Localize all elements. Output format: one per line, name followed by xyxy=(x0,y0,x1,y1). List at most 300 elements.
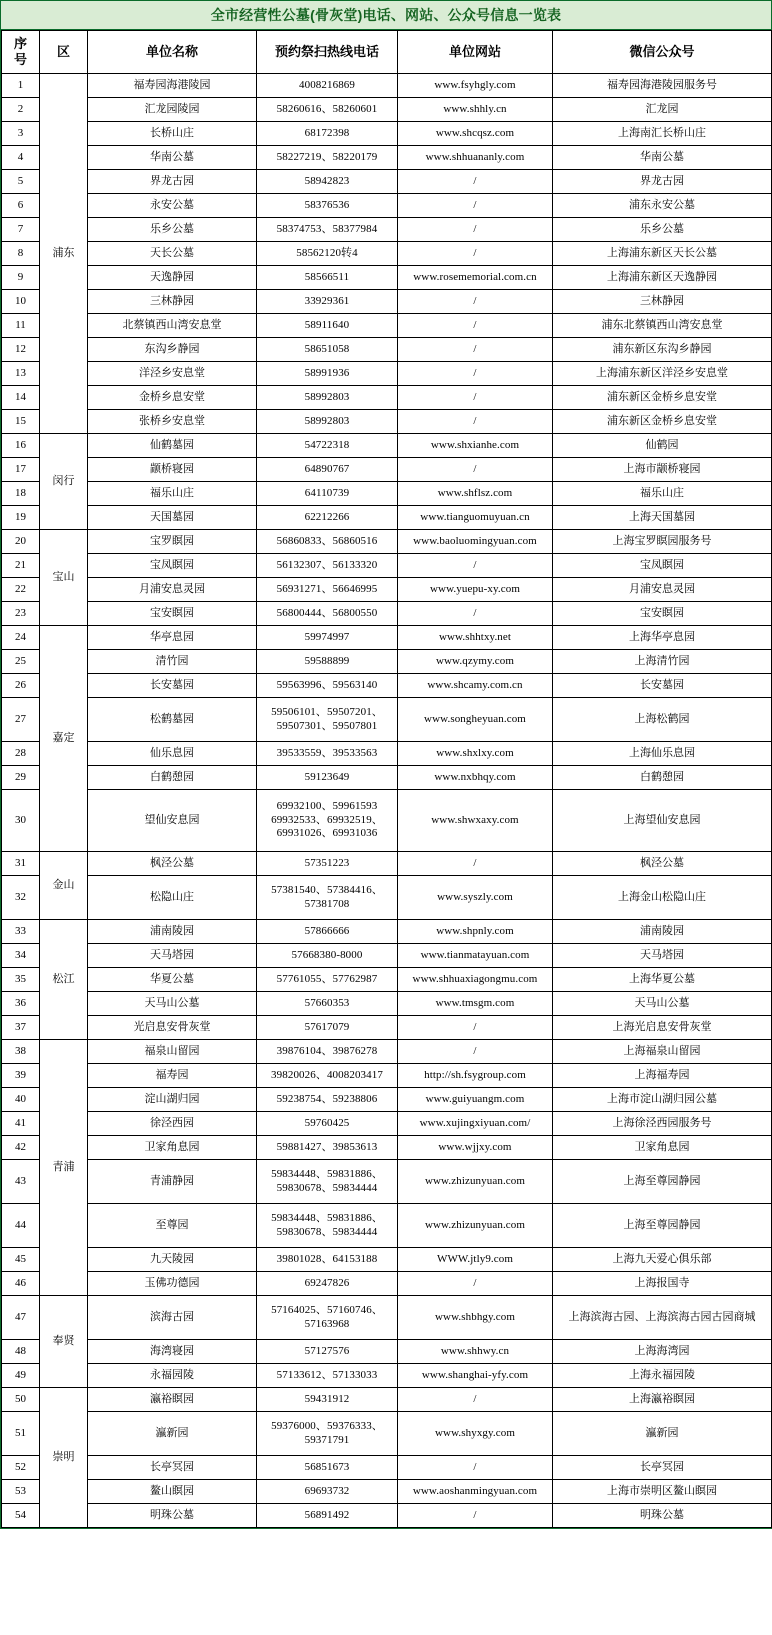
cell-unit-name: 滨海古园 xyxy=(88,1296,257,1340)
table-row xyxy=(2,674,772,698)
column-header-wechat: 微信公众号 xyxy=(553,31,772,74)
cell-unit-name: 天长公墓 xyxy=(88,242,257,266)
cell-wechat-account: 上海金山松隐山庄 xyxy=(553,876,772,920)
cell-unit-name: 徐泾西园 xyxy=(88,1112,257,1136)
cell-sequence-number: 19 xyxy=(2,506,40,530)
cell-website[interactable]: www.songheyuan.com xyxy=(398,698,553,742)
cell-unit-name: 宝罗瞑园 xyxy=(88,530,257,554)
cell-sequence-number: 9 xyxy=(2,266,40,290)
cell-website[interactable]: www.shwxaxy.com xyxy=(398,790,553,852)
cell-sequence-number: 32 xyxy=(2,876,40,920)
cell-wechat-account: 界龙古园 xyxy=(553,170,772,194)
cell-wechat-account: 浦东新区金桥乡息安堂 xyxy=(553,386,772,410)
cell-sequence-number: 51 xyxy=(2,1412,40,1456)
cell-district: 崇明 xyxy=(40,1388,88,1528)
cell-website[interactable]: www.nxbhqy.com xyxy=(398,766,553,790)
table-row xyxy=(2,458,772,482)
table-row xyxy=(2,386,772,410)
cell-wechat-account: 上海市崇明区鳌山瞑园 xyxy=(553,1480,772,1504)
cell-website[interactable]: www.shhuananly.com xyxy=(398,146,553,170)
cell-wechat-account: 长亭冥园 xyxy=(553,1456,772,1480)
cell-hotline-phone: 59506101、59507201、59507301、59507801 xyxy=(257,698,398,742)
cell-hotline-phone: 56891492 xyxy=(257,1504,398,1528)
cell-unit-name: 北蔡镇西山湾安息堂 xyxy=(88,314,257,338)
cell-unit-name: 汇龙园陵园 xyxy=(88,98,257,122)
cell-website[interactable]: / xyxy=(398,386,553,410)
cell-wechat-account: 上海市淀山湖归园公墓 xyxy=(553,1088,772,1112)
cell-hotline-phone: 56800444、56800550 xyxy=(257,602,398,626)
cell-website[interactable]: http://sh.fsygroup.com xyxy=(398,1064,553,1088)
cell-unit-name: 金桥乡息安堂 xyxy=(88,386,257,410)
cell-unit-name: 华夏公墓 xyxy=(88,968,257,992)
table-row xyxy=(2,1088,772,1112)
cell-wechat-account: 上海至尊园静园 xyxy=(553,1204,772,1248)
cell-hotline-phone: 69693732 xyxy=(257,1480,398,1504)
cell-wechat-account: 上海滨海古园、上海滨海古园古园商城 xyxy=(553,1296,772,1340)
cell-unit-name: 永福园陵 xyxy=(88,1364,257,1388)
cell-hotline-phone: 39820026、4008203417 xyxy=(257,1064,398,1088)
cell-hotline-phone: 62212266 xyxy=(257,506,398,530)
cell-unit-name: 青浦静园 xyxy=(88,1160,257,1204)
table-row xyxy=(2,1248,772,1272)
cell-sequence-number: 22 xyxy=(2,578,40,602)
cell-website[interactable]: / xyxy=(398,338,553,362)
cell-website[interactable]: www.baoluomingyuan.com xyxy=(398,530,553,554)
cell-unit-name: 三林静园 xyxy=(88,290,257,314)
cell-hotline-phone: 58942823 xyxy=(257,170,398,194)
cell-website[interactable]: www.shcqsz.com xyxy=(398,122,553,146)
cell-sequence-number: 39 xyxy=(2,1064,40,1088)
cell-website[interactable]: www.shhuaxiagongmu.com xyxy=(398,968,553,992)
table-row xyxy=(2,602,772,626)
cell-wechat-account: 明珠公墓 xyxy=(553,1504,772,1528)
table-row xyxy=(2,482,772,506)
cell-wechat-account: 浦东北蔡镇西山湾安息堂 xyxy=(553,314,772,338)
cell-unit-name: 界龙古园 xyxy=(88,170,257,194)
cell-website[interactable]: / xyxy=(398,290,553,314)
table-body xyxy=(2,74,772,1528)
cell-district: 奉贤 xyxy=(40,1296,88,1388)
table-row xyxy=(2,434,772,458)
cell-hotline-phone: 59563996、59563140 xyxy=(257,674,398,698)
cell-wechat-account: 上海华夏公墓 xyxy=(553,968,772,992)
cell-hotline-phone: 57164025、57160746、57163968 xyxy=(257,1296,398,1340)
cell-wechat-account: 上海浦东新区天逸静园 xyxy=(553,266,772,290)
cell-unit-name: 仙乐息园 xyxy=(88,742,257,766)
cell-unit-name: 白鹤憩园 xyxy=(88,766,257,790)
cell-sequence-number: 4 xyxy=(2,146,40,170)
cell-website[interactable]: www.fsyhgly.com xyxy=(398,74,553,98)
cell-sequence-number: 43 xyxy=(2,1160,40,1204)
cell-sequence-number: 45 xyxy=(2,1248,40,1272)
cell-sequence-number: 23 xyxy=(2,602,40,626)
cell-wechat-account: 上海望仙安息园 xyxy=(553,790,772,852)
cell-unit-name: 清竹园 xyxy=(88,650,257,674)
cell-hotline-phone: 59974997 xyxy=(257,626,398,650)
cell-website[interactable]: www.shhwy.cn xyxy=(398,1340,553,1364)
cell-website[interactable]: / xyxy=(398,1040,553,1064)
cell-unit-name: 永安公墓 xyxy=(88,194,257,218)
cell-sequence-number: 37 xyxy=(2,1016,40,1040)
cell-unit-name: 福泉山留园 xyxy=(88,1040,257,1064)
cell-hotline-phone: 57133612、57133033 xyxy=(257,1364,398,1388)
cell-sequence-number: 35 xyxy=(2,968,40,992)
cell-website[interactable]: www.tianmatayuan.com xyxy=(398,944,553,968)
table-row xyxy=(2,98,772,122)
table-row xyxy=(2,338,772,362)
cell-hotline-phone: 57351223 xyxy=(257,852,398,876)
cell-wechat-account: 浦南陵园 xyxy=(553,920,772,944)
cell-website[interactable]: www.yuepu-xy.com xyxy=(398,578,553,602)
cell-wechat-account: 汇龙园 xyxy=(553,98,772,122)
column-header-district: 区 xyxy=(40,31,88,74)
cell-sequence-number: 40 xyxy=(2,1088,40,1112)
table-row xyxy=(2,876,772,920)
cell-website[interactable]: www.shbhgy.com xyxy=(398,1296,553,1340)
cell-sequence-number: 31 xyxy=(2,852,40,876)
cell-wechat-account: 乐乡公墓 xyxy=(553,218,772,242)
cell-unit-name: 明珠公墓 xyxy=(88,1504,257,1528)
cell-sequence-number: 28 xyxy=(2,742,40,766)
cell-sequence-number: 2 xyxy=(2,98,40,122)
cell-hotline-phone: 57866666 xyxy=(257,920,398,944)
table-row xyxy=(2,146,772,170)
table-row xyxy=(2,1204,772,1248)
cell-wechat-account: 上海华亭息园 xyxy=(553,626,772,650)
cell-sequence-number: 1 xyxy=(2,74,40,98)
table-row xyxy=(2,410,772,434)
header-row xyxy=(2,31,772,74)
table-row xyxy=(2,554,772,578)
table-row xyxy=(2,242,772,266)
cell-website[interactable]: www.shcamy.com.cn xyxy=(398,674,553,698)
cell-hotline-phone: 57668380-8000 xyxy=(257,944,398,968)
cell-website[interactable]: www.xujingxiyuan.com/ xyxy=(398,1112,553,1136)
cell-unit-name: 至尊园 xyxy=(88,1204,257,1248)
cell-website[interactable]: www.shhly.cn xyxy=(398,98,553,122)
table-row xyxy=(2,170,772,194)
column-header-seq-line2: 号 xyxy=(13,52,27,67)
cell-hotline-phone: 68172398 xyxy=(257,122,398,146)
cell-hotline-phone: 57381540、57384416、57381708 xyxy=(257,876,398,920)
cemetery-info-table xyxy=(1,30,772,1528)
cell-website[interactable]: WWW.jtly9.com xyxy=(398,1248,553,1272)
cell-website[interactable]: / xyxy=(398,1016,553,1040)
cell-sequence-number: 10 xyxy=(2,290,40,314)
cell-website[interactable]: / xyxy=(398,242,553,266)
table-row xyxy=(2,290,772,314)
cell-hotline-phone: 59123649 xyxy=(257,766,398,790)
cell-hotline-phone: 59376000、59376333、59371791 xyxy=(257,1412,398,1456)
cell-sequence-number: 25 xyxy=(2,650,40,674)
table-row xyxy=(2,506,772,530)
cell-hotline-phone: 59431912 xyxy=(257,1388,398,1412)
table-row xyxy=(2,626,772,650)
cell-hotline-phone: 57127576 xyxy=(257,1340,398,1364)
table-header xyxy=(2,31,772,74)
cell-wechat-account: 宝凤瞑园 xyxy=(553,554,772,578)
table-row xyxy=(2,578,772,602)
cell-hotline-phone: 58992803 xyxy=(257,410,398,434)
cell-district: 松江 xyxy=(40,920,88,1040)
cell-sequence-number: 11 xyxy=(2,314,40,338)
table-row xyxy=(2,1112,772,1136)
cell-website[interactable]: / xyxy=(398,458,553,482)
table-row xyxy=(2,968,772,992)
cell-unit-name: 宝安瞑园 xyxy=(88,602,257,626)
cell-website[interactable]: www.shyxgy.com xyxy=(398,1412,553,1456)
cell-website[interactable]: / xyxy=(398,194,553,218)
cell-website[interactable]: / xyxy=(398,218,553,242)
table-row xyxy=(2,1456,772,1480)
table-row xyxy=(2,530,772,554)
cell-sequence-number: 34 xyxy=(2,944,40,968)
cell-wechat-account: 上海福泉山留园 xyxy=(553,1040,772,1064)
cell-hotline-phone: 56931271、56646995 xyxy=(257,578,398,602)
cell-wechat-account: 浦东新区金桥乡息安堂 xyxy=(553,410,772,434)
cell-wechat-account: 上海至尊园静园 xyxy=(553,1160,772,1204)
table-row xyxy=(2,1272,772,1296)
cell-wechat-account: 上海瀛裕瞑园 xyxy=(553,1388,772,1412)
cell-hotline-phone: 56860833、56860516 xyxy=(257,530,398,554)
cell-wechat-account: 天马山公墓 xyxy=(553,992,772,1016)
cell-wechat-account: 福寿园海港陵园服务号 xyxy=(553,74,772,98)
cell-sequence-number: 3 xyxy=(2,122,40,146)
table-row xyxy=(2,266,772,290)
cell-sequence-number: 12 xyxy=(2,338,40,362)
cell-district: 闵行 xyxy=(40,434,88,530)
cell-hotline-phone: 33929361 xyxy=(257,290,398,314)
cell-unit-name: 松鹤墓园 xyxy=(88,698,257,742)
table-row xyxy=(2,698,772,742)
cell-unit-name: 卫家角息园 xyxy=(88,1136,257,1160)
cell-website[interactable]: / xyxy=(398,602,553,626)
table-row xyxy=(2,1480,772,1504)
cell-website[interactable]: / xyxy=(398,1272,553,1296)
cell-district: 嘉定 xyxy=(40,626,88,852)
table-row xyxy=(2,74,772,98)
cell-wechat-account: 上海浦东新区天长公墓 xyxy=(553,242,772,266)
cell-sequence-number: 16 xyxy=(2,434,40,458)
cell-hotline-phone: 58911640 xyxy=(257,314,398,338)
cell-website[interactable]: / xyxy=(398,1388,553,1412)
cell-sequence-number: 29 xyxy=(2,766,40,790)
table-row xyxy=(2,852,772,876)
table-row xyxy=(2,1364,772,1388)
table-row xyxy=(2,1412,772,1456)
cell-sequence-number: 47 xyxy=(2,1296,40,1340)
table-row xyxy=(2,122,772,146)
cell-website[interactable]: www.rosememorial.com.cn xyxy=(398,266,553,290)
cell-website[interactable]: www.shflsz.com xyxy=(398,482,553,506)
cell-wechat-account: 浦东新区东沟乡静园 xyxy=(553,338,772,362)
cell-unit-name: 淀山湖归园 xyxy=(88,1088,257,1112)
cell-sequence-number: 7 xyxy=(2,218,40,242)
cell-website[interactable]: www.shanghai-yfy.com xyxy=(398,1364,553,1388)
cell-unit-name: 天国墓园 xyxy=(88,506,257,530)
cell-hotline-phone: 69932100、59961593 69932533、69932519、 69931026、69931036 xyxy=(257,790,398,852)
cell-website[interactable]: / xyxy=(398,410,553,434)
cell-wechat-account: 浦东永安公墓 xyxy=(553,194,772,218)
cell-hotline-phone: 57617079 xyxy=(257,1016,398,1040)
cell-hotline-phone: 58651058 xyxy=(257,338,398,362)
cell-hotline-phone: 64890767 xyxy=(257,458,398,482)
cell-hotline-phone: 58227219、58220179 xyxy=(257,146,398,170)
cell-wechat-account: 上海福寿园 xyxy=(553,1064,772,1088)
cell-sequence-number: 27 xyxy=(2,698,40,742)
table-row xyxy=(2,790,772,852)
cell-website[interactable]: www.shhtxy.net xyxy=(398,626,553,650)
cell-hotline-phone: 54722318 xyxy=(257,434,398,458)
table-row xyxy=(2,314,772,338)
cell-hotline-phone: 58566511 xyxy=(257,266,398,290)
cell-unit-name: 长安墓园 xyxy=(88,674,257,698)
cell-unit-name: 望仙安息园 xyxy=(88,790,257,852)
cell-unit-name: 福乐山庄 xyxy=(88,482,257,506)
table-row xyxy=(2,1136,772,1160)
cell-unit-name: 天马塔园 xyxy=(88,944,257,968)
table-row xyxy=(2,1040,772,1064)
column-header-phone: 预约祭扫热线电话 xyxy=(257,31,398,74)
cell-hotline-phone: 59834448、59831886、59830678、59834444 xyxy=(257,1204,398,1248)
cell-sequence-number: 48 xyxy=(2,1340,40,1364)
cell-wechat-account: 福乐山庄 xyxy=(553,482,772,506)
cell-hotline-phone: 59238754、59238806 xyxy=(257,1088,398,1112)
cell-unit-name: 鳌山瞑园 xyxy=(88,1480,257,1504)
cell-website[interactable]: www.guiyuangm.com xyxy=(398,1088,553,1112)
cell-hotline-phone: 56132307、56133320 xyxy=(257,554,398,578)
cell-sequence-number: 20 xyxy=(2,530,40,554)
cell-district: 浦东 xyxy=(40,74,88,434)
table-row xyxy=(2,1016,772,1040)
table-row xyxy=(2,362,772,386)
cell-website[interactable]: www.zhizunyuan.com xyxy=(398,1160,553,1204)
cell-wechat-account: 三林静园 xyxy=(553,290,772,314)
cell-unit-name: 枫泾公墓 xyxy=(88,852,257,876)
cell-website[interactable]: / xyxy=(398,852,553,876)
column-header-website: 单位网站 xyxy=(398,31,553,74)
cell-unit-name: 天逸静园 xyxy=(88,266,257,290)
cell-website[interactable]: / xyxy=(398,1504,553,1528)
cell-sequence-number: 46 xyxy=(2,1272,40,1296)
cell-sequence-number: 13 xyxy=(2,362,40,386)
cell-sequence-number: 42 xyxy=(2,1136,40,1160)
cell-district: 宝山 xyxy=(40,530,88,626)
cell-district: 青浦 xyxy=(40,1040,88,1296)
table-row xyxy=(2,1340,772,1364)
cell-website[interactable]: www.syszly.com xyxy=(398,876,553,920)
cell-hotline-phone: 59760425 xyxy=(257,1112,398,1136)
cell-wechat-account: 上海市颛桥寝园 xyxy=(553,458,772,482)
column-header-seq xyxy=(2,31,40,74)
cell-unit-name: 福寿园海港陵园 xyxy=(88,74,257,98)
cell-sequence-number: 44 xyxy=(2,1204,40,1248)
cell-website[interactable]: www.shpnly.com xyxy=(398,920,553,944)
cell-website[interactable]: www.qzymy.com xyxy=(398,650,553,674)
cell-wechat-account: 上海仙乐息园 xyxy=(553,742,772,766)
cell-wechat-account: 上海浦东新区洋泾乡安息堂 xyxy=(553,362,772,386)
table-row xyxy=(2,1064,772,1088)
cell-hotline-phone: 69247826 xyxy=(257,1272,398,1296)
cell-hotline-phone: 58562120转4 xyxy=(257,242,398,266)
cell-unit-name: 光启息安骨灰堂 xyxy=(88,1016,257,1040)
cell-sequence-number: 38 xyxy=(2,1040,40,1064)
cell-sequence-number: 52 xyxy=(2,1456,40,1480)
cell-website[interactable]: www.wjjxy.com xyxy=(398,1136,553,1160)
cell-wechat-account: 上海徐泾西园服务号 xyxy=(553,1112,772,1136)
cell-website[interactable]: / xyxy=(398,170,553,194)
cell-hotline-phone: 59834448、59831886、59830678、59834444 xyxy=(257,1160,398,1204)
cell-unit-name: 松隐山庄 xyxy=(88,876,257,920)
cell-wechat-account: 卫家角息园 xyxy=(553,1136,772,1160)
cell-wechat-account: 华南公墓 xyxy=(553,146,772,170)
cell-hotline-phone: 57660353 xyxy=(257,992,398,1016)
cell-unit-name: 玉佛功德园 xyxy=(88,1272,257,1296)
cell-wechat-account: 上海松鹤园 xyxy=(553,698,772,742)
cell-sequence-number: 8 xyxy=(2,242,40,266)
cell-hotline-phone: 59881427、39853613 xyxy=(257,1136,398,1160)
cell-website[interactable]: www.aoshanmingyuan.com xyxy=(398,1480,553,1504)
cell-hotline-phone: 58260616、58260601 xyxy=(257,98,398,122)
table-row xyxy=(2,766,772,790)
cell-website[interactable]: www.shxianhe.com xyxy=(398,434,553,458)
cell-sequence-number: 36 xyxy=(2,992,40,1016)
cell-sequence-number: 24 xyxy=(2,626,40,650)
cell-website[interactable]: / xyxy=(398,554,553,578)
table-row xyxy=(2,1296,772,1340)
table-row xyxy=(2,742,772,766)
cell-unit-name: 宝凤瞑园 xyxy=(88,554,257,578)
table-row xyxy=(2,992,772,1016)
cell-sequence-number: 50 xyxy=(2,1388,40,1412)
cell-website[interactable]: www.tmsgm.com xyxy=(398,992,553,1016)
cell-sequence-number: 14 xyxy=(2,386,40,410)
cell-hotline-phone: 58991936 xyxy=(257,362,398,386)
table-row xyxy=(2,194,772,218)
cell-website[interactable]: / xyxy=(398,362,553,386)
cell-website[interactable]: / xyxy=(398,1456,553,1480)
cell-sequence-number: 26 xyxy=(2,674,40,698)
cell-website[interactable]: / xyxy=(398,314,553,338)
column-header-name: 单位名称 xyxy=(88,31,257,74)
cell-wechat-account: 上海宝罗瞑园服务号 xyxy=(553,530,772,554)
cell-website[interactable]: www.tianguomuyuan.cn xyxy=(398,506,553,530)
cell-wechat-account: 上海天国墓园 xyxy=(553,506,772,530)
table-row xyxy=(2,920,772,944)
cell-unit-name: 海湾寝园 xyxy=(88,1340,257,1364)
cell-website[interactable]: www.shxlxy.com xyxy=(398,742,553,766)
cell-sequence-number: 49 xyxy=(2,1364,40,1388)
table-row xyxy=(2,218,772,242)
cell-wechat-account: 月浦安息灵园 xyxy=(553,578,772,602)
table-row xyxy=(2,1160,772,1204)
table-row xyxy=(2,650,772,674)
column-header-seq-line1: 序 xyxy=(13,36,27,52)
cell-hotline-phone: 39801028、64153188 xyxy=(257,1248,398,1272)
cell-unit-name: 华南公墓 xyxy=(88,146,257,170)
cell-unit-name: 华亭息园 xyxy=(88,626,257,650)
cell-unit-name: 瀛新园 xyxy=(88,1412,257,1456)
cell-wechat-account: 上海永福园陵 xyxy=(553,1364,772,1388)
cell-hotline-phone: 39876104、39876278 xyxy=(257,1040,398,1064)
table-row xyxy=(2,1504,772,1528)
cell-website[interactable]: www.zhizunyuan.com xyxy=(398,1204,553,1248)
table-title-bar xyxy=(1,1,771,30)
cell-wechat-account: 上海海湾园 xyxy=(553,1340,772,1364)
cell-sequence-number: 41 xyxy=(2,1112,40,1136)
cell-hotline-phone: 57761055、57762987 xyxy=(257,968,398,992)
cell-sequence-number: 15 xyxy=(2,410,40,434)
